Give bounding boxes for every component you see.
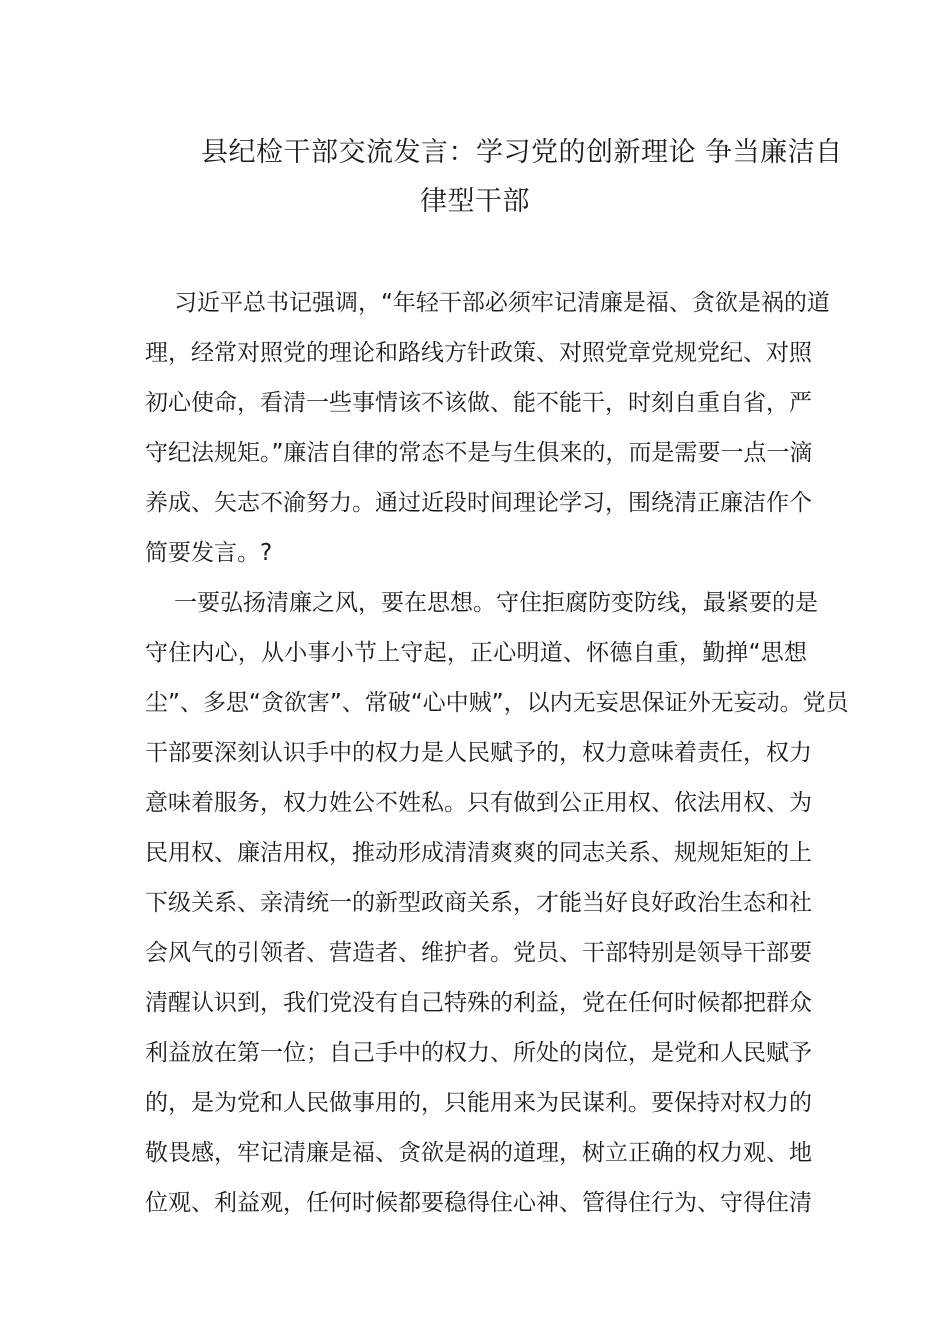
paragraph-line: 会风气的引领者、营造者、维护者。党员、干部特别是领导干部要	[145, 940, 812, 966]
paragraph-line: 守纪法规矩。”廉洁自律的常态不是与生俱来的，而是需要一点一滴	[145, 440, 813, 466]
paragraph-line: 简要发言。?	[145, 540, 273, 566]
paragraph-line: 干部要深刻认识手中的权力是人民赋予的，权力意味着责任，权力	[145, 740, 812, 766]
paragraph-line: 敬畏感，牢记清廉是福、贪欲是祸的道理，树立正确的权力观、地	[145, 1140, 812, 1166]
paragraph-line: 民用权、廉洁用权，推动形成清清爽爽的同志关系、规规矩矩的上	[145, 840, 812, 866]
title-line-1: 县纪检干部交流发言：学习党的创新理论 争当廉洁自	[201, 137, 843, 168]
document-title	[145, 128, 843, 226]
paragraph-line: 意味着服务，权力姓公不姓私。只有做到公正用权、依法用权、为	[145, 790, 812, 816]
paragraph-line: 习近平总书记强调，“年轻干部必须牢记清廉是福、贪欲是祸的道	[174, 290, 830, 316]
paragraph-line: 的，是为党和人民做事用的，只能用来为民谋利。要保持对权力的	[145, 1090, 812, 1116]
paragraph-line: 守住内心，从小事小节上守起，正心明道、怀德自重，勤掸“思想	[145, 640, 807, 666]
document-body	[145, 278, 849, 1228]
paragraph-line: 下级关系、亲清统一的新型政商关系，才能当好良好政治生态和社	[145, 890, 812, 916]
title-line-2: 律型干部	[420, 186, 530, 217]
paragraph-line: 初心使命，看清一些事情该不该做、能不能干，时刻自重自省，严	[145, 390, 812, 416]
paragraph-line: 一要弘扬清廉之风，要在思想。守住拒腐防变防线，最紧要的是	[174, 590, 818, 616]
paragraph-line: 尘”、多思“贪欲害”、常破“心中贼”，以内无妄思保证外无妄动。党员	[145, 690, 849, 716]
paragraph-line: 养成、矢志不渝努力。通过近段时间理论学习，围绕清正廉洁作个	[145, 490, 812, 516]
paragraph-1	[145, 278, 830, 578]
paragraph-2	[145, 578, 849, 1228]
paragraph-line: 理，经常对照党的理论和路线方针政策、对照党章党规党纪、对照	[145, 340, 812, 366]
paragraph-line: 清醒认识到，我们党没有自己特殊的利益，党在任何时候都把群众	[145, 990, 812, 1016]
paragraph-line: 利益放在第一位；自己手中的权力、所处的岗位，是党和人民赋予	[145, 1040, 812, 1066]
paragraph-line: 位观、利益观，任何时候都要稳得住心神、管得住行为、守得住清	[145, 1190, 812, 1216]
